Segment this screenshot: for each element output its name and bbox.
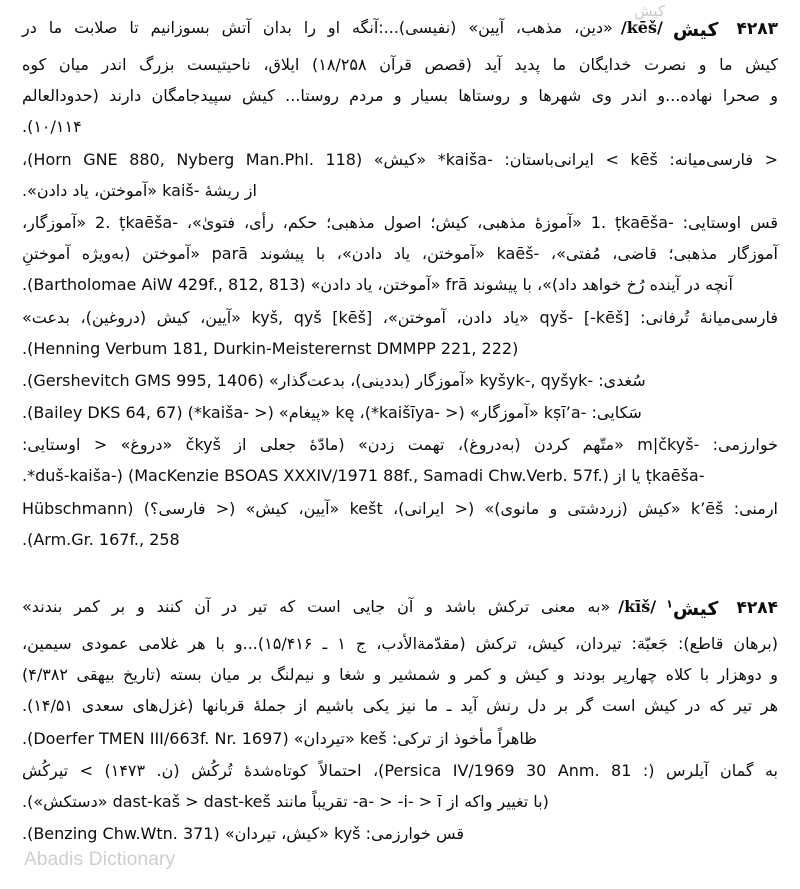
section-line: قس اوستایی: ‎1. ṭkaēša-‎ «آموزۀ مذهبی، کیش؛ اصول مذهبی؛ حکم، رأی، فتویٰ»، ‎2. ṭkaēša-‎ «آموزگار، [22,212,779,232]
entry-body-line: (برهان قاطع): جَعبّة: تیردان، کیش، ترکش (مقدّمةالأدب، ج ۱ ـ ۱۵/۴۱۶)...و با هر غلامی عمودی سیمین، [22,634,778,654]
etymology-section-middle-persian [22,144,778,206]
entry-gloss-and-citation: «دین، مذهب، آیین» (نفیسی)...:آنگه او را بدان آتش بسوزانیم تا صلابت ما در [22,18,613,37]
etymology-section-avestan [22,207,778,301]
entry-body-line: کیش ما و نصرت خدایگان ما پدید آید (قصص قرآن ۱۸/۲۵۸) ایلاق، ناحیتیست بزرگ اندر میان کوه [22,55,779,75]
section-line: Arm.Gr. 167f., 258). [22,529,180,549]
etymology-section-eilers [22,755,778,817]
entry-body-line: ۱۰/۱۱۴). [22,117,82,137]
section-line: ظاهراً مأخوذ از ترکی: keš «تیردان» (Doerfer TMEN III/663f. Nr. 1697). [22,728,537,748]
entry-number: ۴۲۸۳ [736,19,778,39]
entry-body-line: هر تیر که در کیش است گر بر دل رنش آید ـ ما نیز یکی باشیم از جملۀ قربانها (غزل‌های سعدی ۱۴/۵۱). [22,696,778,716]
etymology-section-armenian [22,493,778,555]
entry-headword-text: کیش [672,598,719,621]
entry-body-line: و دوهزار با کلاه چهارپر بودند و کیش و کمر و شمشیر و شغا و نیم‌لنگ بر میان بسته (تاریخ بیهقی ۴/۳۸۲) [22,665,778,685]
entry-header [22,591,778,628]
etymology-section-khwarezmian [22,429,778,491]
section-line: خوارزمی: ‎m|čkyš-‎ «متّهم کردن (به‌دروغ)، تهمت زدن» (مادّۀ جعلی از čkyš «دروغ» < اوستایی: [22,435,779,455]
headword-watermark: کیش [634,2,665,20]
entry-headword: کیش [672,19,719,41]
etymology-section-turfan-middle-persian [22,302,778,364]
etymology-section-saka [22,397,778,428]
entry-transliteration: /kēš/ [620,18,663,37]
section-line: آنچه در آینده رُخ خواهد داد)»، با پیشوند frā «آموختن، یاد دادن» (Bartholomae AiW 429f., 812, 813). [22,275,733,295]
etymology-section-turkish [22,723,778,754]
entry-headword-superscript: ۱ [666,597,673,611]
entry-header [22,12,778,49]
section-line: ارمنی: ‎k’ēš‎ «کیش (زردشتی و مانوی)» (< ایرانی)، kešt «آیین، کیش» (< فارسی؟) (Hübschmann [22,498,778,518]
section-line: ‎ṭkaēša-‎ یا از ‎*duš-kaiša-‎) (MacKenzie BSOAS XXXIV/1971 88f., Samadi Chw.Verb. 57f.). [22,466,705,486]
section-line: (Henning Verbum 181, Durkin-Meisterernst DMMPP 221, 222). [22,338,519,358]
dictionary-entry-4284 [0,581,800,849]
section-line: فارسی‌میانۀ تُرفانی: ‎qyš-‎ [‎-kēš‎] «یاد دادن، آموختن»، ‎kyš, qyš‎ [‎kēš‎] «آیین، کیش (دروغین)، بدعت» [22,307,779,327]
entry-separator [0,555,800,581]
section-line: سَکایی: ‎kṣī’a-‎ «آموزگار» (< ‎*kaišīya-‎)، kę «پیغام» (< ‎*kaiša-‎) (Bailey DKS 64, 67). [22,403,642,423]
section-line: از ریشۀ ‎kaiš-‎ «آموختن، یاد دادن». [22,180,257,200]
entry-number: ۴۲۸۴ [736,598,778,619]
section-line: آموزگار مذهبی؛ قاضی، مُفتی»، ‎kaēš-‎ «آموختن، یاد دادن»، با پیشوند parā «آموختن (به‌ویژه آموختنِ [22,244,778,264]
section-line: < فارسی‌میانه: kēš > ایرانی‌باستان: ‎*kaiša-‎ «کیش» (Horn GNE 880, Nyberg Man.Phl. 118)، [22,149,779,169]
entry-headword [656,591,718,628]
section-line: سُغدی: ‎kyšyk-, qyšyk-‎ «آموزگار (بددینی)، بدعت‌گذار» (Gershevitch GMS 995, 1406). [22,370,646,390]
section-line: (با تغییر واکه از ‎-a- > -i- > ī‎ تقریباً مانند ‎dast-kaš > dast-keš‎ «دستکش»). [22,792,549,812]
entry-body-line: و صحرا نهاده...و اندر وی شهرها و روستاها بسیار و مردم روستا... کیش سپیدجامگان دارند (حدودالعالم [22,86,778,106]
section-line: به گمان آیلرس (: Persica IV/1969 30 Anm. 81)، احتمالاً کوتاه‌شدۀ تُرکُش (ن. ۱۴۷۳) > تیرکُش [22,760,779,780]
entry-transliteration: /kīš/ [618,597,657,617]
site-watermark: Abadis Dictionary [24,849,176,870]
section-line: قس خوارزمی: kyš «کیش، تیردان» (Benzing Chw.Wtn. 371). [22,824,465,844]
etymology-section-sogdian [22,365,778,396]
etymology-section-khwarezmian-2 [22,818,778,849]
entry-gloss-and-citation: «به معنی ترکش باشد و آن جایی است که تیر در آن کنند و بر کمر بندند» [22,597,611,617]
